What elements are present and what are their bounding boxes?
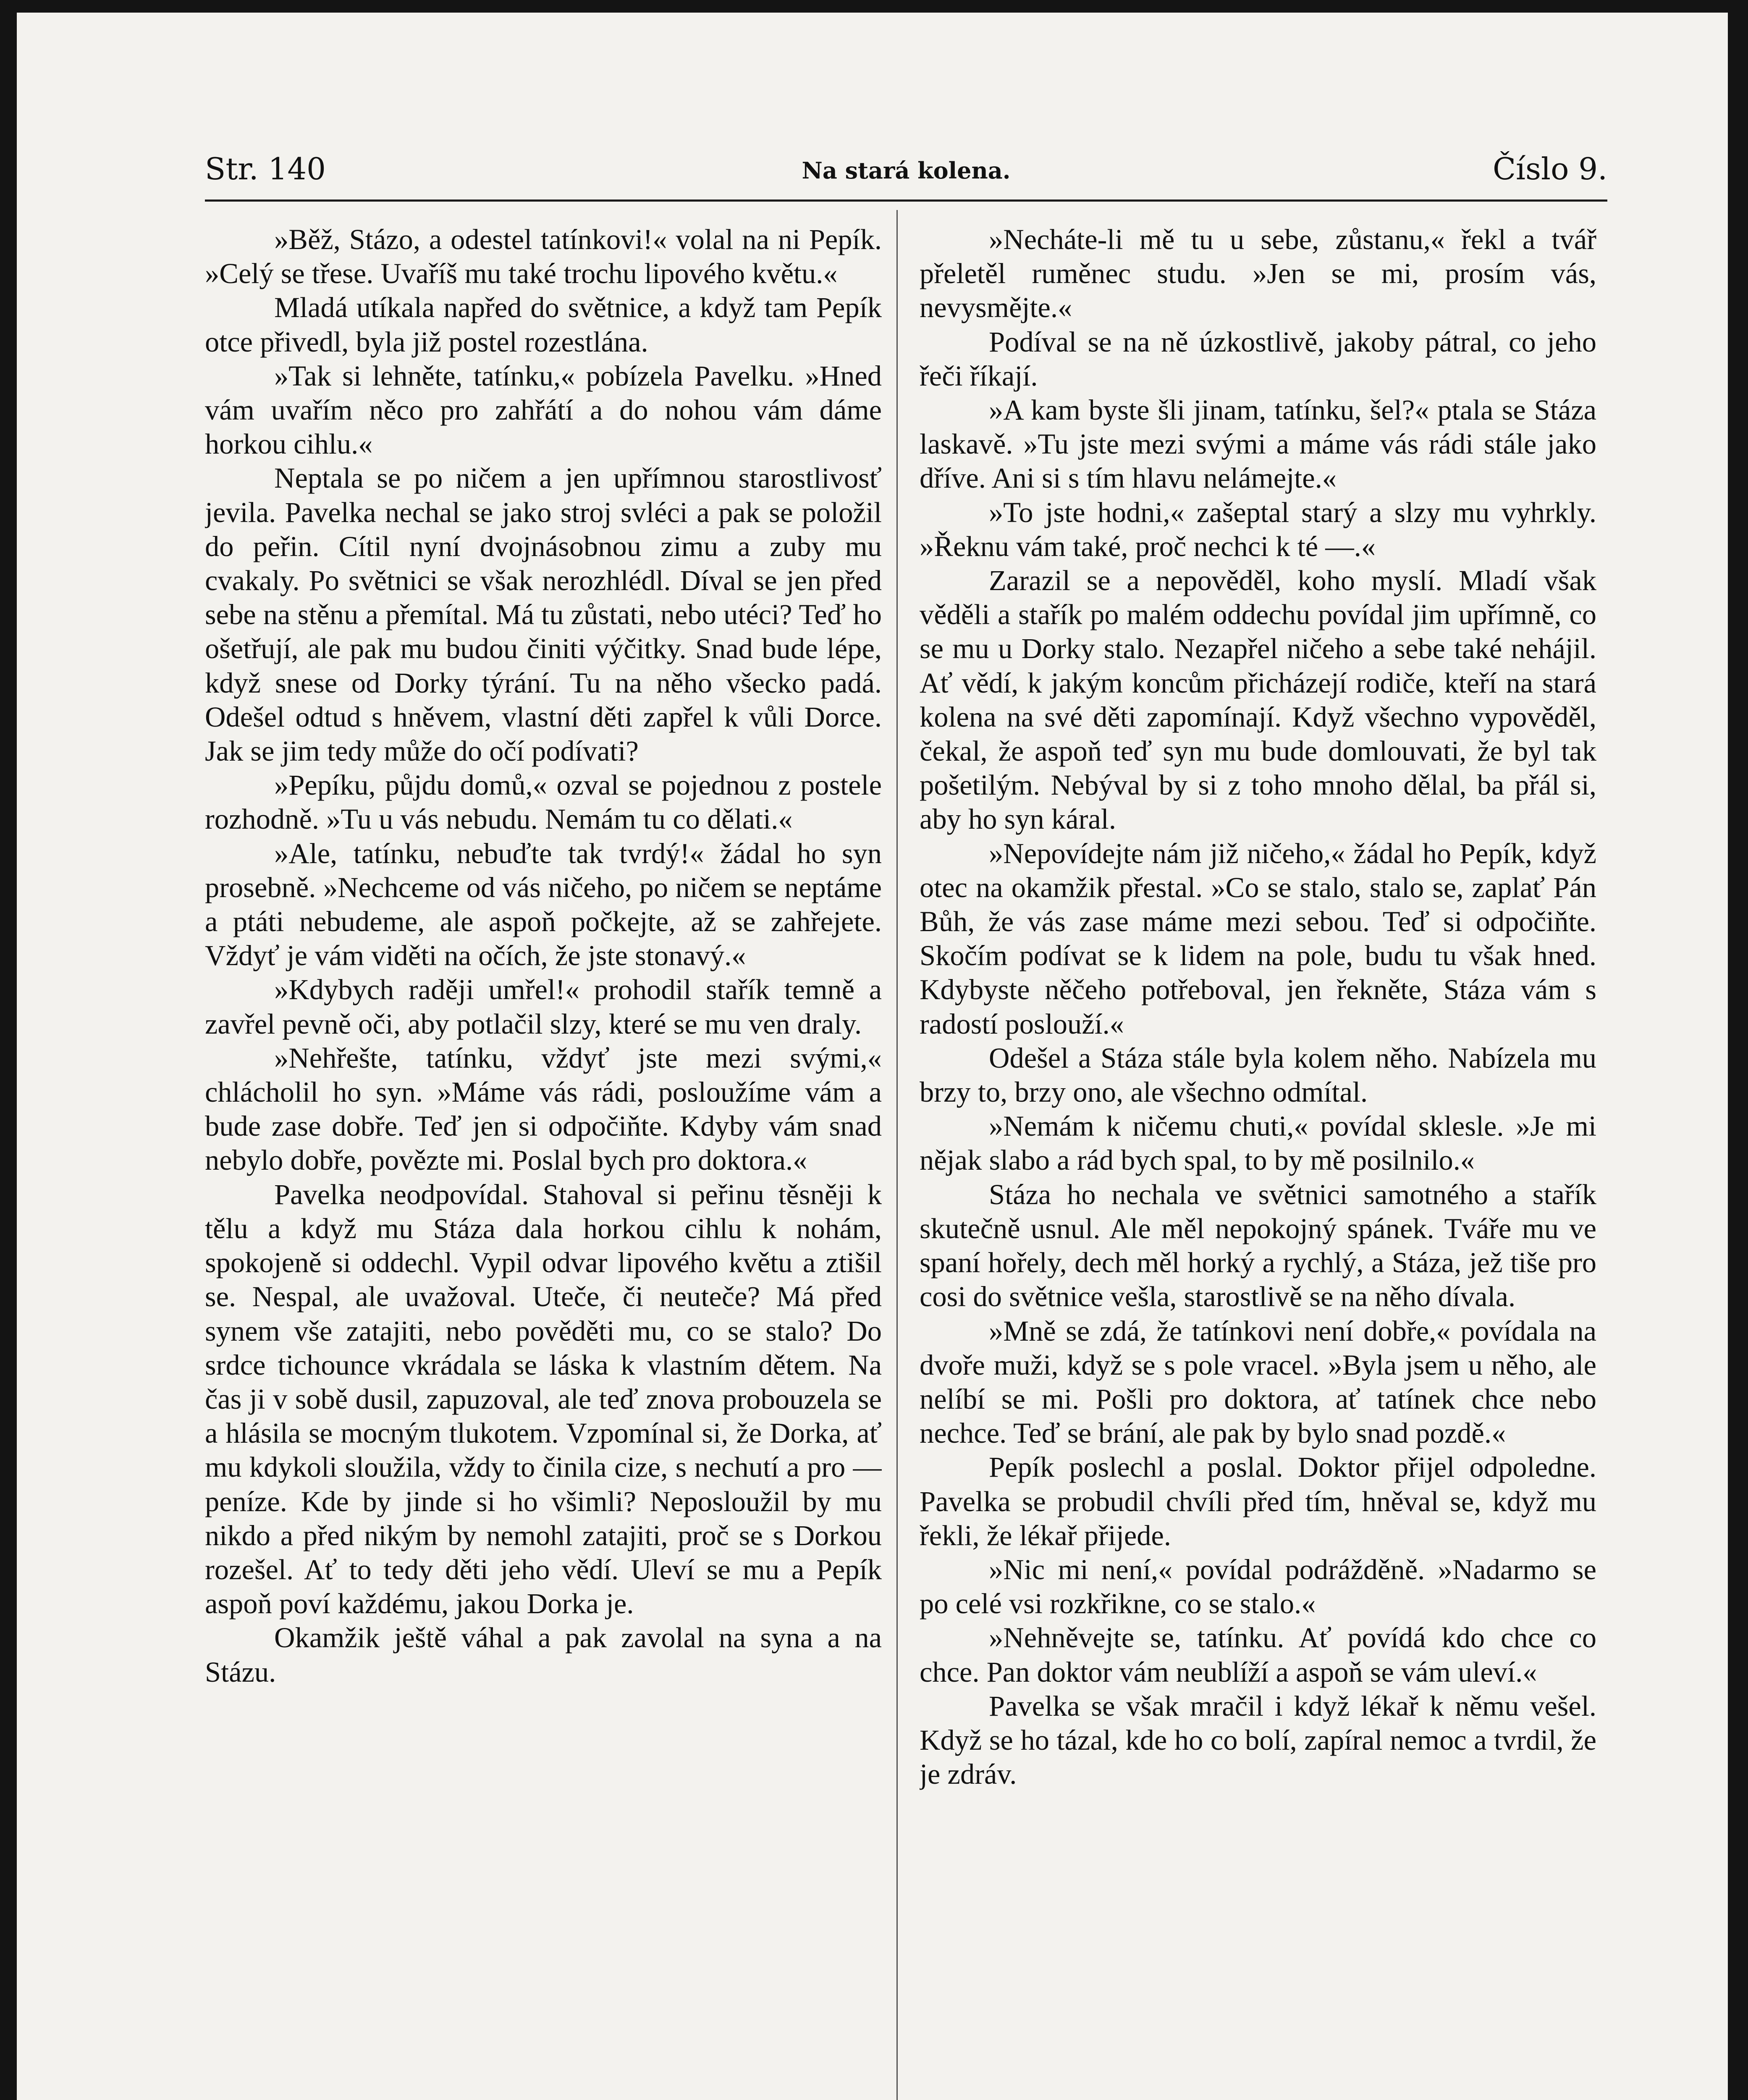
paragraph: »Nehněvejte se, tatínku. Ať povídá kdo chce co chce. Pan doktor vám neublíží a aspoň se vám uleví.« bbox=[920, 1622, 1596, 1688]
paragraph: »Nepovídejte nám již ničeho,« žádal ho Pepík, když otec na okamžik přestal. »Co se stalo, stalo se, zaplať Pán Bůh, že vás zase máme mezi sebou. Teď si odpočiňte. Skočím podívat se k lidem na pole, budu tu však hned. Kdybyste něčeho potřeboval, jen řekněte, Stáza vám s radostí poslouží.« bbox=[920, 837, 1596, 1040]
paragraph: »Nic mi není,« povídal podrážděně. »Nadarmo se po celé vsi rozkřikne, co se stalo.« bbox=[920, 1553, 1596, 1620]
running-title: Na stará kolena. bbox=[802, 157, 1011, 184]
paragraph: Mladá utíkala napřed do světnice, a když tam Pepík otce přivedl, byla již postel rozestlána. bbox=[205, 291, 882, 358]
paragraph: Pavelka neodpovídal. Stahoval si peřinu těsněji k tělu a když mu Stáza dala horkou cihlu k nohám, spokojeně si oddechl. Vypil odvar lipového květu a ztišil se. Nespal, ale uvažoval. Uteče, či neuteče? Má před synem vše zatajiti, nebo pověděti mu, co se stalo? Do srdce tichounce vkrádala se láska k vlastním dětem. Na čas ji v sobě dusil, zapuzoval, ale teď znova probouzela se a hlásila se mocným tlukotem. Vzpomínal si, že Dorka, ať mu kdykoli sloužila, vždy to činila cize, s nechutí a pro — peníze. Kde by jinde si ho všimli? Neposloužil by mu nikdo a před nikým by nemohl zatajiti, proč se s Dorkou rozešel. Ať to tedy děti jeho vědí. Uleví se mu a Pepík aspoň poví každému, jakou Dorka je. bbox=[205, 1178, 882, 1620]
left-column bbox=[205, 223, 882, 2100]
paragraph: »Ale, tatínku, nebuďte tak tvrdý!« žádal ho syn prosebně. »Nechceme od vás ničeho, po ničem se neptáme a ptáti nebudeme, ale aspoň počkejte, až se zahřejete. Vždyť je vám viděti na očích, že jste stonavý.« bbox=[205, 837, 882, 972]
paragraph: Pavelka se však mračil i když lékař k němu vešel. Když se ho tázal, kde ho co bolí, zapíral nemoc a tvrdil, že je zdráv. bbox=[920, 1690, 1596, 1790]
paragraph: »Pepíku, půjdu domů,« ozval se pojednou z postele rozhodně. »Tu u vás nebudu. Nemám tu co dělati.« bbox=[205, 769, 882, 835]
right-column bbox=[920, 223, 1596, 2100]
issue-number: Číslo 9. bbox=[1492, 151, 1607, 186]
paragraph: Okamžik ještě váhal a pak zavolal na syna a na Stázu. bbox=[205, 1622, 882, 1688]
paragraph: »Tak si lehněte, tatínku,« pobízela Pavelku. »Hned vám uvařím něco pro zahřátí a do nohou vám dáme horkou cihlu.« bbox=[205, 360, 882, 460]
paragraph: »Kdybych raději umřel!« prohodil stařík temně a zavřel pevně oči, aby potlačil slzy, které se mu ven draly. bbox=[205, 974, 882, 1040]
paragraph: »Nemám k ničemu chuti,« povídal sklesle. »Je mi nějak slabo a rád bych spal, to by mě posilnilo.« bbox=[920, 1110, 1596, 1176]
column-divider bbox=[896, 210, 898, 2100]
page-sheet bbox=[17, 13, 1728, 2100]
paragraph: Podíval se na ně úzkostlivě, jakoby pátral, co jeho řeči říkají. bbox=[920, 326, 1596, 392]
paragraph: »To jste hodni,« zašeptal starý a slzy mu vyhrkly. »Řeknu vám také, proč nechci k té —.« bbox=[920, 496, 1596, 562]
paragraph: »Necháte-li mě tu u sebe, zůstanu,« řekl a tvář přeletěl ruměnec studu. »Jen se mi, prosím vás, nevysmějte.« bbox=[920, 223, 1596, 324]
paragraph: »Mně se zdá, že tatínkovi není dobře,« povídala na dvoře muži, když se s pole vracel. »Byla jsem u něho, ale nelíbí se mi. Pošli pro doktora, ať tatínek chce nebo nechce. Teď se brání, ale pak by bylo snad pozdě.« bbox=[920, 1315, 1596, 1449]
paragraph: Odešel a Stáza stále byla kolem něho. Nabízela mu brzy to, brzy ono, ale všechno odmítal. bbox=[920, 1042, 1596, 1108]
paragraph: Pepík poslechl a poslal. Doktor přijel odpoledne. Pavelka se probudil chvíli před tím, hněval se, když mu řekli, že lékař přijede. bbox=[920, 1451, 1596, 1551]
page-number: Str. 140 bbox=[205, 151, 326, 186]
page-header bbox=[205, 151, 1607, 202]
paragraph: Neptala se po ničem a jen upřímnou starostlivosť jevila. Pavelka nechal se jako stroj svléci a pak se položil do peřin. Cítil nyní dvojnásobnou zimu a zuby mu cvakaly. Po světnici se však nerozhlédl. Díval se jen před sebe na stěnu a přemítal. Má tu zůstati, nebo utéci? Teď ho ošetřují, ale pak mu budou činiti výčitky. Snad bude lépe, když snese od Dorky týrání. Tu na něho všecko padá. Odešel odtud s hněvem, vlastní děti zapřel k vůli Dorce. Jak se jim tedy může do očí podívati? bbox=[205, 462, 882, 767]
paragraph: Zarazil se a nepověděl, koho myslí. Mladí však věděli a stařík po malém oddechu povídal jim upřímně, co se mu u Dorky stalo. Nezapřel ničeho a sebe také nehájil. Ať vědí, k jakým koncům přicházejí rodiče, kteří na stará kolena na své děti zapomínají. Když všechno vypověděl, čekal, že aspoň teď syn mu bude domlouvati, že byl tak pošetilým. Nebýval by si z toho mnoho dělal, ba přál si, aby ho syn káral. bbox=[920, 564, 1596, 835]
paragraph: »Běž, Stázo, a odestel tatínkovi!« volal na ni Pepík. »Celý se třese. Uvaříš mu také trochu lipového květu.« bbox=[205, 223, 882, 290]
paragraph: Stáza ho nechala ve světnici samotného a stařík skutečně usnul. Ale měl nepokojný spánek. Tváře mu ve spaní hořely, dech měl horký a rychlý, a Stáza, jež tiše pro cosi do světnice vešla, starostlivě se na něho dívala. bbox=[920, 1178, 1596, 1313]
paragraph: »Nehřešte, tatínku, vždyť jste mezi svými,« chlácholil ho syn. »Máme vás rádi, posloužíme vám a bude zase dobře. Teď jen si odpočiňte. Kdyby vám snad nebylo dobře, povězte mi. Poslal bych pro doktora.« bbox=[205, 1042, 882, 1176]
paragraph: »A kam byste šli jinam, tatínku, šel?« ptala se Stáza laskavě. »Tu jste mezi svými a máme vás rádi stále jako dříve. Ani si s tím hlavu nelámejte.« bbox=[920, 394, 1596, 494]
